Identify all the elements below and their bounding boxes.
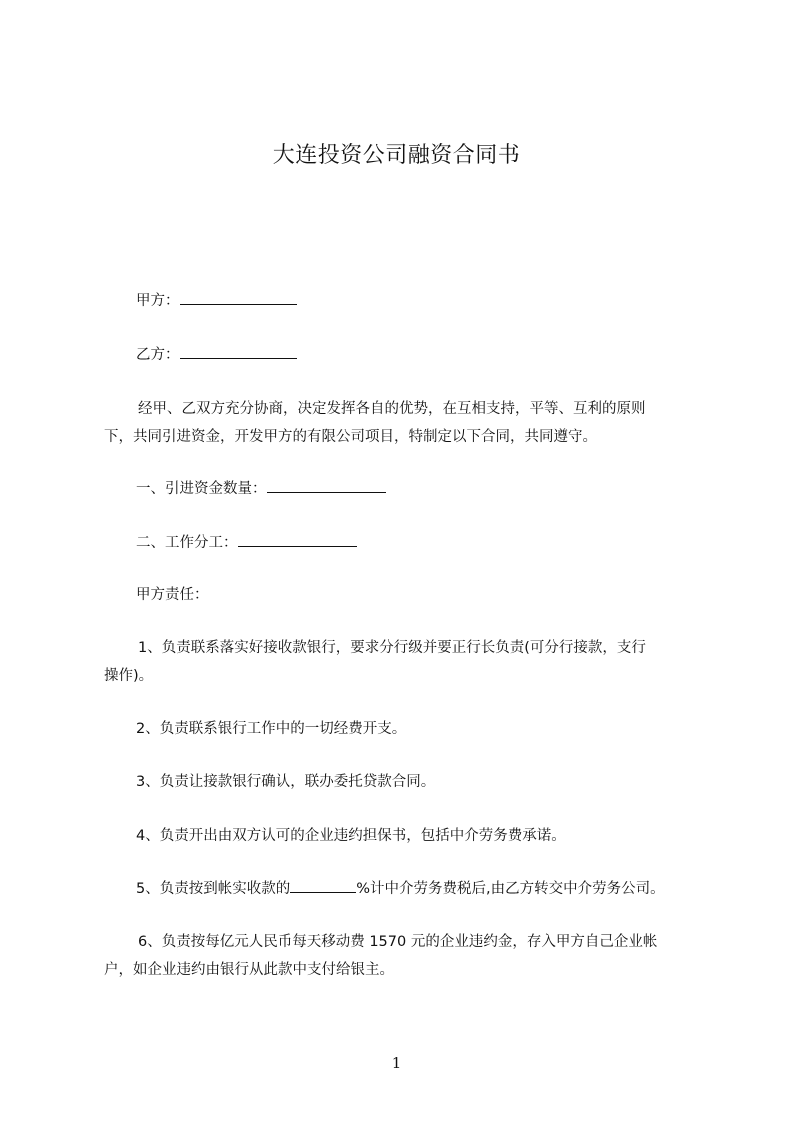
section-2-line bbox=[104, 529, 706, 557]
party-a-label: 甲方： bbox=[136, 293, 180, 309]
duty-item-1-line-1: 1、负责联系落实好接收款银行，要求分行级并要正行长负责(可分行接款，支行 bbox=[138, 640, 646, 656]
duty-item-5 bbox=[104, 875, 706, 903]
duty-item-2: 2、负责联系银行工作中的一切经费开支。 bbox=[136, 721, 407, 737]
party-a-blank bbox=[180, 290, 297, 305]
duty-item-5-blank bbox=[290, 878, 356, 893]
section-2-label: 二、工作分工： bbox=[136, 535, 238, 551]
section-2-blank bbox=[238, 532, 357, 547]
intro-line-2: 下，共同引进资金，开发甲方的有限公司项目，特制定以下合同，共同遵守。 bbox=[104, 429, 597, 445]
party-b-line bbox=[104, 341, 706, 369]
duty-item-5-part-1: 5、负责按到帐实收款的 bbox=[136, 881, 291, 897]
intro-line-1: 经甲、乙双方充分协商，决定发挥各自的优势，在互相支持，平等、互利的原则 bbox=[138, 401, 646, 417]
duty-item-6-line-2: 户，如企业违约由银行从此款中支付给银主。 bbox=[104, 962, 394, 978]
party-a-duties-heading: 甲方责任： bbox=[136, 587, 209, 603]
section-1-label: 一、引进资金数量： bbox=[136, 481, 267, 497]
party-b-blank bbox=[180, 344, 297, 359]
party-b-label: 乙方： bbox=[136, 347, 180, 363]
document-title: 大连投资公司融资合同书 bbox=[272, 143, 521, 168]
intro-paragraph bbox=[104, 395, 706, 451]
duty-item-6 bbox=[104, 928, 706, 984]
duty-item-5-part-2: %计中介劳务费税后,由乙方转交中介劳务公司。 bbox=[356, 881, 665, 897]
duty-item-1 bbox=[104, 634, 706, 690]
duty-item-4: 4、负责开出由双方认可的企业违约担保书，包括中介劳务费承诺。 bbox=[136, 828, 566, 844]
duty-item-1-line-2: 操作)。 bbox=[104, 668, 154, 684]
page-number: 1 bbox=[391, 1054, 402, 1072]
duty-item-3: 3、负责让接款银行确认，联办委托贷款合同。 bbox=[136, 774, 436, 790]
section-1-line bbox=[104, 475, 706, 503]
duty-item-6-line-1: 6、负责按每亿元人民币每天移动费 1570 元的企业违约金，存入甲方自己企业帐 bbox=[138, 934, 658, 950]
party-a-line bbox=[104, 287, 706, 315]
section-1-blank bbox=[267, 478, 386, 493]
